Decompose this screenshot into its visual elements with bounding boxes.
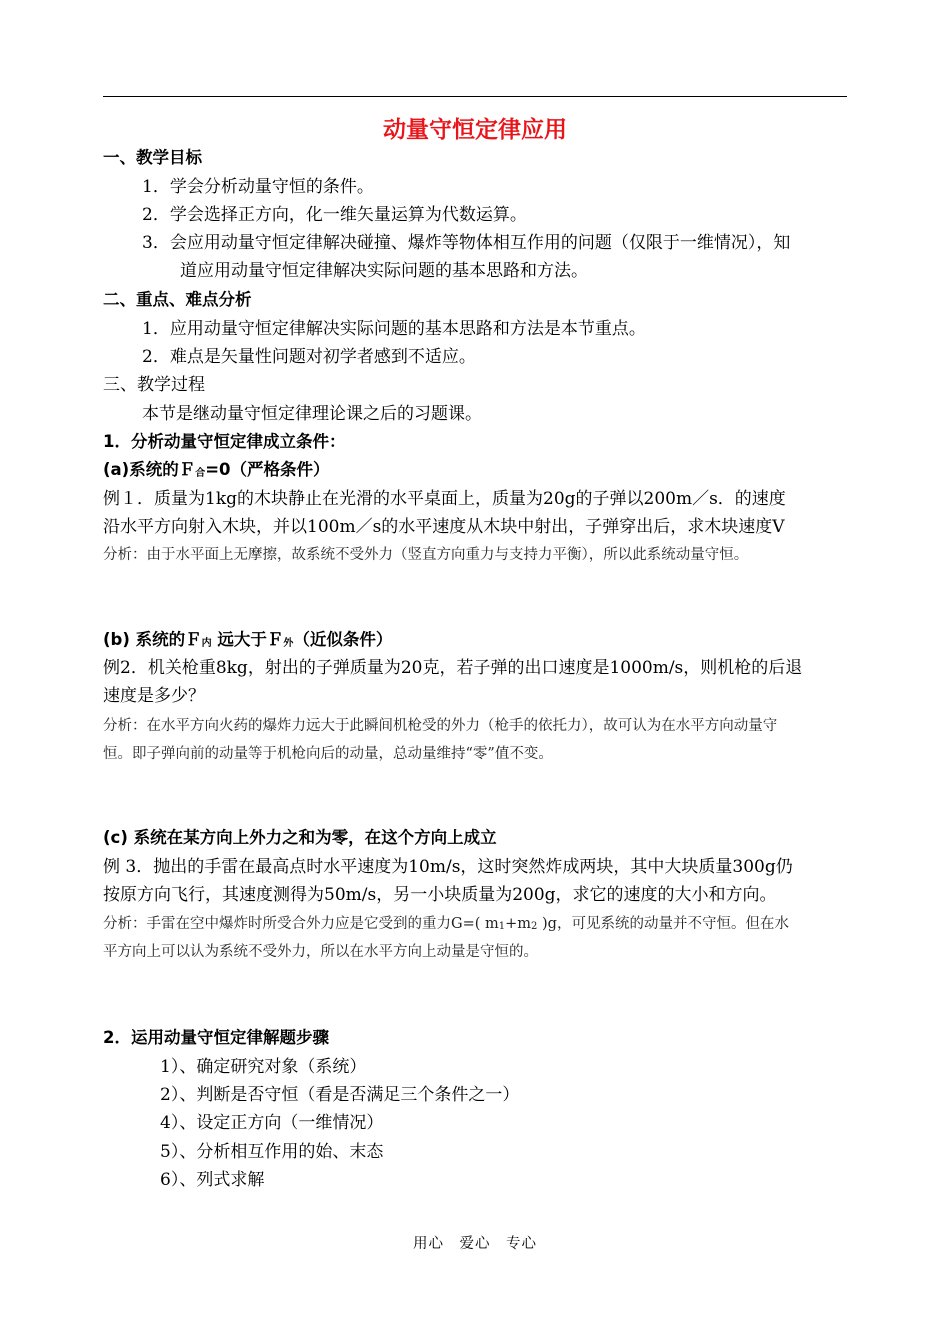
section-3-intro: 本节是继动量守恒定律理论课之后的习题课。 bbox=[142, 404, 482, 424]
objective-3: 3．会应用动量守恒定律解决碰撞、爆炸等物体相互作用的问题（仅限于一维情况），知 bbox=[142, 233, 791, 253]
example-2-line-1: 例2．机关枪重8kg，射出的子弹质量为20克，若子弹的出口速度是1000m/s，则机枪的后退 bbox=[103, 658, 803, 678]
step-2: 2）、判断是否守恒（看是否满足三个条件之一） bbox=[160, 1085, 520, 1105]
analysis-2-line-2: 恒。即子弹向前的动量等于机枪向后的动量，总动量维持“零”值不变。 bbox=[103, 746, 553, 762]
analysis-1: 分析：由于水平面上无摩擦，故系统不受外力（竖直方向重力与支持力平衡），所以此系统动量守恒。 bbox=[103, 547, 749, 563]
step-4: 4）、设定正方向（一维情况） bbox=[160, 1113, 384, 1133]
objective-3-cont: 道应用动量守恒定律解决实际问题的基本思路和方法。 bbox=[180, 261, 588, 281]
example-2-line-2: 速度是多少？ bbox=[103, 686, 205, 706]
example-3-line-2: 按原方向飞行，其速度测得为50m/s，另一小块质量为200g，求它的速度的大小和方向。 bbox=[103, 885, 777, 905]
example-1-line-1: 例１．质量为1kg的木块静止在光滑的水平桌面上，质量为20g的子弹以200m／s．的速度 bbox=[103, 489, 786, 509]
part-1-heading: 1．分析动量守恒定律成立条件： bbox=[103, 432, 346, 451]
objective-2: 2．学会选择正方向，化一维矢量运算为代数运算。 bbox=[142, 205, 527, 225]
analysis-3-line-1: 分析：手雷在空中爆炸时所受合外力应是它受到的重力G=( m1+m2 )g，可见系统的动量并不守恒。但在水 bbox=[103, 916, 789, 932]
step-6: 6）、列式求解 bbox=[160, 1170, 265, 1190]
section-1-heading: 一、教学目标 bbox=[103, 148, 202, 167]
section-3-heading: 三、教学过程 bbox=[103, 375, 205, 395]
section-2-heading: 二、重点、难点分析 bbox=[103, 290, 252, 309]
page-footer: 用心 爱心 专心 bbox=[413, 1236, 537, 1252]
step-5: 5）、分析相互作用的始、末态 bbox=[160, 1142, 384, 1162]
analysis-2-line-1: 分析：在水平方向火药的爆炸力远大于此瞬间机枪受的外力（枪手的依托力），故可认为在水平方向动量守 bbox=[103, 718, 778, 734]
keypoint-1: 1．应用动量守恒定律解决实际问题的基本思路和方法是本节重点。 bbox=[142, 319, 646, 339]
document-title: 动量守恒定律应用 bbox=[383, 117, 567, 143]
example-3-line-1: 例 3．抛出的手雷在最高点时水平速度为10m/s，这时突然炸成两块，其中大块质量300g仍 bbox=[103, 857, 793, 877]
analysis-3-line-2: 平方向上可以认为系统不受外力，所以在水平方向上动量是守恒的。 bbox=[103, 944, 538, 960]
objective-1: 1．学会分析动量守恒的条件。 bbox=[142, 177, 374, 197]
condition-b-heading: (b) 系统的Ｆ内 远大于Ｆ外（近似条件） bbox=[103, 630, 393, 649]
header-rule bbox=[103, 96, 847, 97]
condition-a-heading: (a)系统的Ｆ合=0（严格条件） bbox=[103, 460, 330, 479]
keypoint-2: 2．难点是矢量性问题对初学者感到不适应。 bbox=[142, 347, 476, 367]
example-1-line-2: 沿水平方向射入木块，并以100m／s的水平速度从木块中射出，子弹穿出后，求木块速度V bbox=[103, 517, 785, 537]
step-1: 1）、确定研究对象（系统） bbox=[160, 1057, 367, 1077]
part-2-heading: 2．运用动量守恒定律解题步骤 bbox=[103, 1028, 329, 1047]
condition-c-heading: (c) 系统在某方向上外力之和为零，在这个方向上成立 bbox=[103, 828, 497, 847]
